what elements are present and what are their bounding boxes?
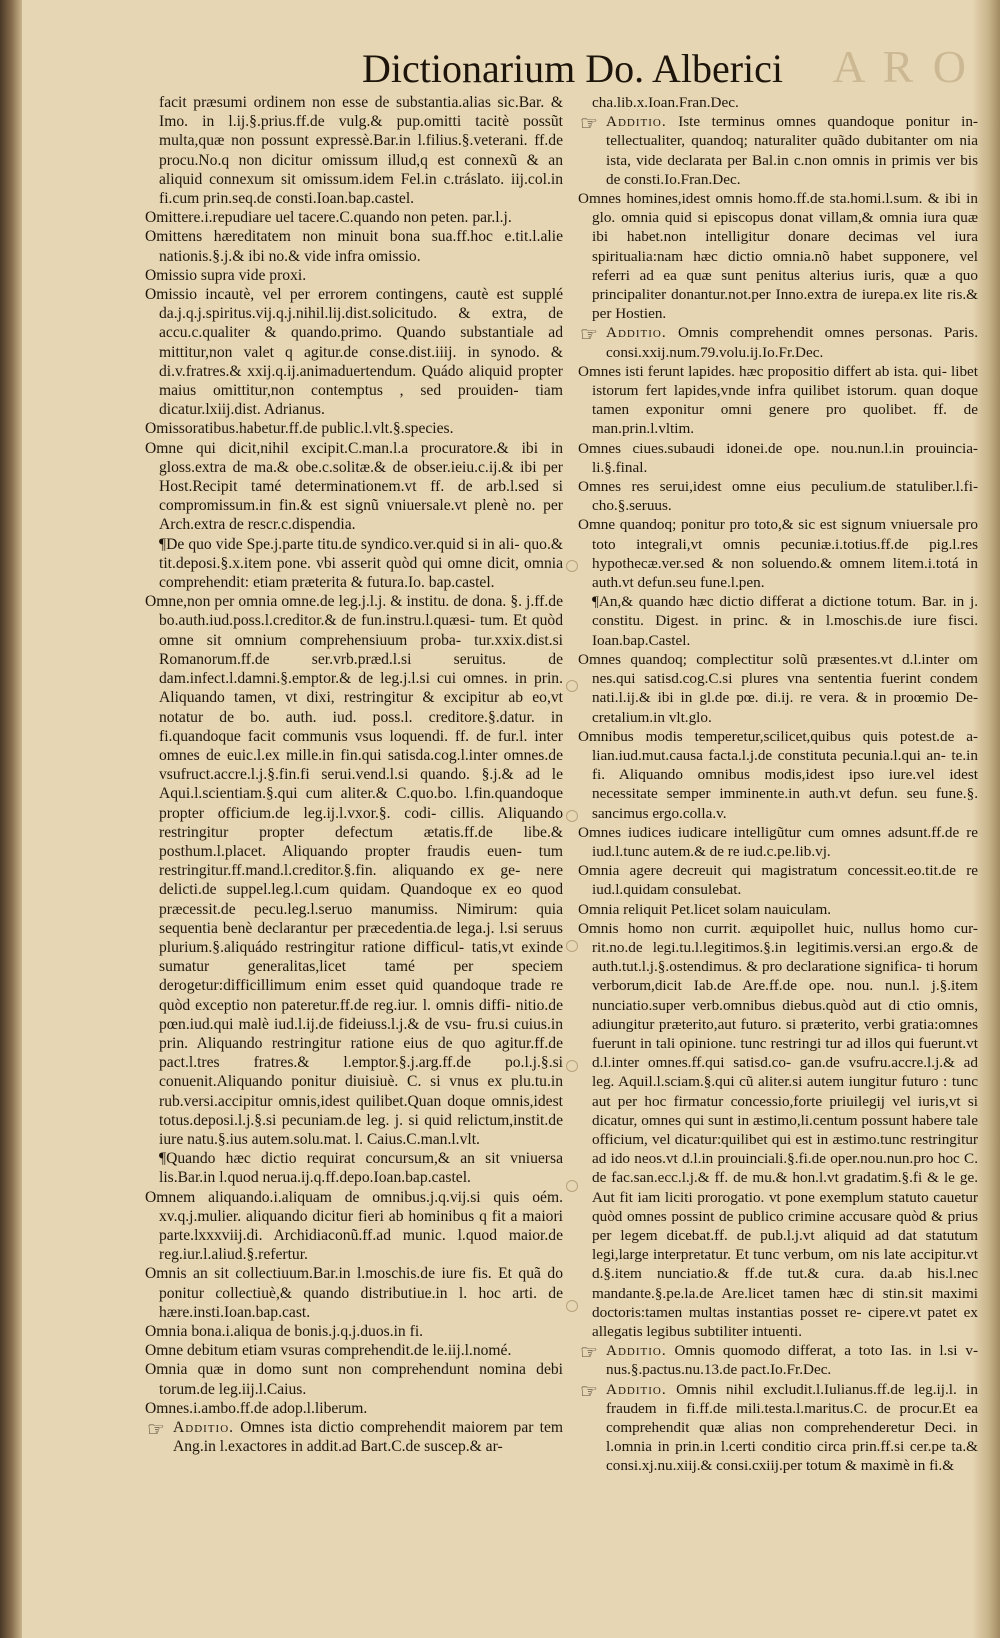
dictionary-entry: Omnes quandoq; complectitur solũ præsentes.vt d.l.inter om nes.qui satisd.cog.C.si plures vna sententia fuerint condem nati.l.ij.& ibi in gl.de pœ. di.ij. re vera. & in proœmio De- cretalium.in vlt.glo. (578, 650, 978, 726)
addition-entry (145, 1418, 563, 1456)
margin-marks (566, 560, 580, 1360)
addition-entry (578, 1380, 978, 1476)
pointing-hand-icon: ☞ (580, 1342, 598, 1365)
dictionary-entry: Omnes iudices iudicare intelligũtur cum omnes adsunt.ff.de re iud.l.tunc autem.& de re iud.c.pe.lib.vj. (578, 823, 978, 860)
dictionary-entry: Omittens hæreditatem non minuit bona sua.ff.hoc e.tit.l.alie nationis.§.j.& ibi no.& vide infra omissio. (145, 228, 563, 265)
dictionary-entry: Omnibus modis temperetur,scilicet,quibus quis potest.de a- lian.iud.mut.causa facta.l.j.de constituta pecunia.l.qui an- te.in fi. Aliquando omnibus modis,idest ipso iure.vel idest necessitate semper imminente.in auth.vt defun. seu fune.§. sancimus ergo.colla.v. (578, 727, 978, 822)
dictionary-entry: Omnis an sit collectiuum.Bar.in l.moschis.de iure fis. Et quã do ponitur collectiuè,& quando distributiue.in l. hoc arti. de hære.insti.Ioan.bap.cast. (145, 1265, 563, 1321)
dictionary-entry: cha.lib.x.Ioan.Fran.Dec. (592, 94, 739, 111)
pointing-hand-icon: ☞ (147, 1419, 165, 1442)
addition-entry (578, 323, 978, 361)
pointing-hand-icon: ☞ (580, 324, 598, 347)
dictionary-entry: Omnis homo non currit. æquipollet huic, nullus homo cur- rit.no.de legi.tu.l.legitimos.§.in legitimis.versi.an ergo.& de auth.tut.l.j.§.ostendimus. & pro declaratione significa- ti horum verborum,dicit Iab.de Are.ff.de ope. nou. nun.l. j.§.item nunciatio.super verb.omnibus diebus.quòd aut di ctio omnis, adiungitur præterito,aut futuro. si præterito, verbi gratia:omnes fuerunt in tali opinione. tunc restringi tur ad illos qui fuerunt.vt d.l.inter omnes.ff.qui satisd.co- gan.de vsufru.accre.l.j.& ad leg. Aquil.l.sciam.§.qui cũ aliter.si autem iungitur futuro : tunc aut per hoc firmatur concessio,forte priuilegij vel iuris,vt si dicatur, omnes qui sunt in æstimo,li.centum possunt habere tale officium, vel dicatur:quilibet qui est in æstimo.tunc restringitur ad ido neos.vt d.l.in prouinciali.§.fi.de oper.nou.nun.pro hoc C. de fac.san.ecc.l.j.& ff. de mu.& hon.l.vt gradatim.§.fi & le ge. Aut fit iam liciti prorogatio. vt pone exemplum statuto cauetur quòd omnes possint de publico crimine accusare quòd & prius per legem dicebat.ff. de pub.l.j.vt aliquid ad dat statutum legi,large interpretatur. Et tunc verbum, om nis late accipitur.vt d.§.item nunciatio.& ff.de tut.& cura. da.ab his.l.nec mandante.§.pe.la.de Are.licet tamen hæc di stin.sit maximi doctoris:tamen multas instantias posset re- cipere.vt patet ex allegatis legibus subtiliter intuenti. (578, 919, 978, 1340)
addition-label: Additio. (606, 1380, 667, 1398)
bleed-through-text: A R O (832, 41, 970, 92)
addition-text: Omnis comprehendit omnes personas. Paris. consi.xxij.num.79.volu.ij.Io.Fr.Dec. (606, 324, 978, 361)
dictionary-entry: Omnes homines,idest omnis homo.ff.de sta.homi.l.sum. & ibi in glo. omnia quid si episcopus donat villam,& omnia iura quæ ibi habet.non intelligitur donare decimas vel iura spiritualia:nam hæc dictio omnia.nõ habet supponere, vel referri ad ea quæ sunt penitus alterius iuris, quæ a quo principaliter donantur.not.per Inno.extra de iurepa.ex lite ris.& per Hostien. (578, 190, 978, 323)
addition-text: Omnes ista dictio comprehendit maiorem par tem Ang.in l.exactores in addit.ad Bart.C.de suscep.& ar- (173, 1419, 563, 1456)
dictionary-entry: Omnes ciues.subaudi idonei.de ope. nou.nun.l.in prouincia- li.§.final. (578, 439, 978, 476)
addition-entry (578, 1341, 978, 1379)
dictionary-entry: Omissio incautè, vel per errorem contingens, cautè est supplé da.j.q.j.spiritus.vij.q.j.nihil.lij.dist.solicitudo. & extra, de accu.c.qualiter & quando.primo. Quando substantiale ad mittitur,non valet q agitur.de conse.dist.iiij. in synodo. & di.v.fratres.& xxij.q.ij.animaduertendum. Quádo aliquid propter maius omittitur,non contemptus , sed prouiden- tiam dicatur.lxiij.dist. Adrianus. (145, 286, 563, 419)
dictionary-entry: Omnes res serui,idest omne eius peculium.de statuliber.l.fi- cho.§.seruus. (578, 478, 978, 515)
note-paragraph: ¶Quando hæc dictio requirat concursum,& an sit vniuersa lis.Bar.in l.quod nerua.ij.q.ff.depo.Ioan.bap.castel. (159, 1150, 563, 1187)
pointing-hand-icon: ☞ (580, 1380, 598, 1403)
addition-label: Additio. (606, 113, 667, 131)
dictionary-entry: Omnes.i.ambo.ff.de adop.l.liberum. (145, 1399, 368, 1417)
dictionary-entry: Omne debitum etiam vsuras comprehendit.de le.iij.l.nomé. (145, 1342, 512, 1360)
dictionary-entry: facit præsumi ordinem non esse de substantia.alias sic.Bar. & Imo. in l.ij.§.prius.ff.de vulg.& pup.omitti tacitè possũt multa,quæ non possunt expressè.Bar.in l.filius.§.veterani. ff.de procu.No.q non dicitur omissum illud,q est connexũ & an aliquid connexum sit omissum.idem Fel.in c.tráslato. iij.col.in fi.cum prin.seq.de consti.Ioan.bap.castel. (159, 94, 563, 208)
book-gutter (0, 0, 22, 1638)
addition-text: Omnis quomodo differat, a toto Ias. in l.si v- nus.§.pactus.nu.13.de pact.Io.Fr.Dec. (606, 1342, 978, 1379)
addition-entry (578, 112, 978, 189)
dictionary-entry: Omissoratibus.habetur.ff.de public.l.vlt.§.species. (145, 420, 454, 438)
dictionary-entry: Omnes isti ferunt lapides. hæc propositio differt ab ista. qui- libet istorum fert lapides,vnde infra quilibet istorum. quan doque tamen exponitur omni genere pro quolibet. ff. de man.prin.l.vltim. (578, 362, 978, 438)
dictionary-entry: Omissio supra vide proxi. (145, 266, 307, 284)
addition-label: Additio. (606, 324, 667, 342)
dictionary-entry: Omne qui dicit,nihil excipit.C.man.l.a procuratore.& ibi in gloss.extra de ma.& obe.c.solitæ.& de obser.ieiu.c.ij.& ibi per Host.Recipit tamé determinationem.vt ff. de arb.l.sed si compromissum.in fin.& est signũ vniuersale.vt plenè no. per Arch.extra de rescr.c.dispendia. (145, 439, 563, 534)
right-column (578, 93, 978, 1533)
dictionary-entry: Omnia agere decreuit qui magistratum concessit.eo.tit.de re iud.l.quidam consulebat. (578, 862, 978, 899)
dictionary-entry: Omnia bona.i.aliqua de bonis.j.q.j.duos.in fi. (145, 1323, 424, 1340)
dictionary-entry: Omnem aliquando.i.aliquam de omnibus.j.q.vij.si quis oém. xv.q.j.mulier. aliquando dicitur fieri ab hominibus q fit a maiori parte.lxxxviij.di. Archidiaconũ.ff.ad munic. l.quod maior.de reg.iur.l.aliud.§.refertur. (145, 1188, 563, 1264)
dictionary-entry: Omnia quæ in domo sunt non comprehendunt nomina debi torum.de leg.iij.l.Caius. (145, 1361, 563, 1398)
left-column (145, 93, 563, 1533)
addition-text: Omnis nihil excludit.l.Iulianus.ff.de leg.ij.l. in fraudem in fi.ff.de mili.testa.l.maritus.C. de procur.Et ea comprehendit quæ alias non comprehenderetur Deci. in l.omnia in prin.in l.certi conditio circa prin.ff.si cer.pe ta.& consi.xj.nu.xiij.& consi.cxiij.per totum & maximè in fi.& (606, 1380, 978, 1475)
note-paragraph: ¶De quo vide Spe.j.parte titu.de syndico.ver.quid si in ali- quo.& tit.deposi.§.x.item pone. vbi asserit quòd qui omne dicit, omnia comprehendit: etiam præterita & futura.Io. bap.castel. (159, 535, 563, 592)
dictionary-entry: Omnia reliquit Pet.licet solam nauiculam. (578, 900, 832, 918)
dictionary-entry: Omittere.i.repudiare uel tacere.C.quando non peten. par.l.j. (145, 209, 512, 227)
addition-label: Additio. (606, 1342, 667, 1360)
pointing-hand-icon: ☞ (580, 113, 598, 136)
addition-label: Additio. (173, 1419, 235, 1437)
dictionary-entry: Omne quandoq; ponitur pro toto,& sic est signum vniuersale pro toto integrali,vt omnis pecuniæ.i.totius.ff.de pig.l.res hypothecæ.ver.sed & non soluendo.& omnem litem.i.totá in auth.vt defun.seu fune.l.pen. (578, 516, 978, 592)
addition-text: Iste terminus omnes quandoque ponitur in- tellectualiter, quandoq; naturaliter quãdo dubitanter om nia ista, vide declarata per Bal.in c.non omnis in primis ver bis de consti.Io.Fran.Dec. (606, 113, 978, 188)
dictionary-entry: Omne,non per omnia omne.de leg.j.l.j. & institu. de dona. §. j.ff.de bo.auth.iud.poss.l.creditor.& de fun.instru.l.quæsi- tum. Et quòd omne sit omnium comprehensiuum proba- tur.xxix.dist.si Romanorum.ff.de ser.vrb.præd.l.si seruitus. de dam.infect.l.damni.§.emptor.& de leg.j.l.si cui omnes. in prin. Aliquando tamen, vt dixi, restringitur & excipitur ab eo,vt notatur de bo. auth. iud. poss.l. creditore.§.datur. in fi.quandoque facit communis vsus loquendi. ff. de fur.l. inter omnes de euic.l.ex mille.in fin.qui satisda.cog.l.inter omnes.de vsufruct.accre.l.j.§.fin.fi serui.vend.l.si quando. §.j.& ad le Aqui.l.scientiam.§.qui cum aliter.& C.quo.bo. l.fin.quandoque propter officium.de leg.ij.l.vxor.§. codi- cillis. Aliquando restringitur propter defectum ætatis.ff.de libe.& posthum.l.placet. Aliquando propter fraudis euen- tum restringitur.ff.mand.l.creditor.§.fin. aliquando ex ge- nere delicti.de suppel.leg.l.cum quidam. Quandoque ex eo quod præcessit.de pecu.leg.l.seruo manumiss. Nimirum: quia sequentia benè declarantur per præcedentia.de lega.j. l.si seruus plurium.§.aliquádo restringitur ratione difficul- tatis,vt exinde sumatur generalitas,licet tamé per speciem derogetur:difficillimum enim esset quid quandoque trade re quòd exceptio non pateretur.ff.de reg.iur. l. omnis diffi- nitio.de pœn.iud.qui malè iud.l.ij.de fideiuss.l.j.& de vsu- fru.si cuius.in prin. Aliquando restringitur ratione eius de quo agitur.ff.de pact.l.tres fratres.& l.emptor.§.j.arg.ff.de po.l.j.§.si conuenit.Aliquando ponitur diuisiuè. C. si vnus ex plu.tu.in rub.versi.accipitur omnis,idest quilibet.Quan doque omnis,idest totus.deposi.l.j.§.si pecuniam.de leg. j. si quid relictum,instit.de iure natu.§.ius autem.solu.mat. l. Caius.C.man.l.vlt. (145, 593, 563, 1148)
running-header: Dictionarium Do. Alberici (362, 46, 784, 91)
note-paragraph: ¶An,& quando hæc dictio differat a dictione totum. Bar. in j. constitu. Digest. in princ. & in l.moschis.de iure fisci. Ioan.bap.Castel. (592, 593, 978, 649)
